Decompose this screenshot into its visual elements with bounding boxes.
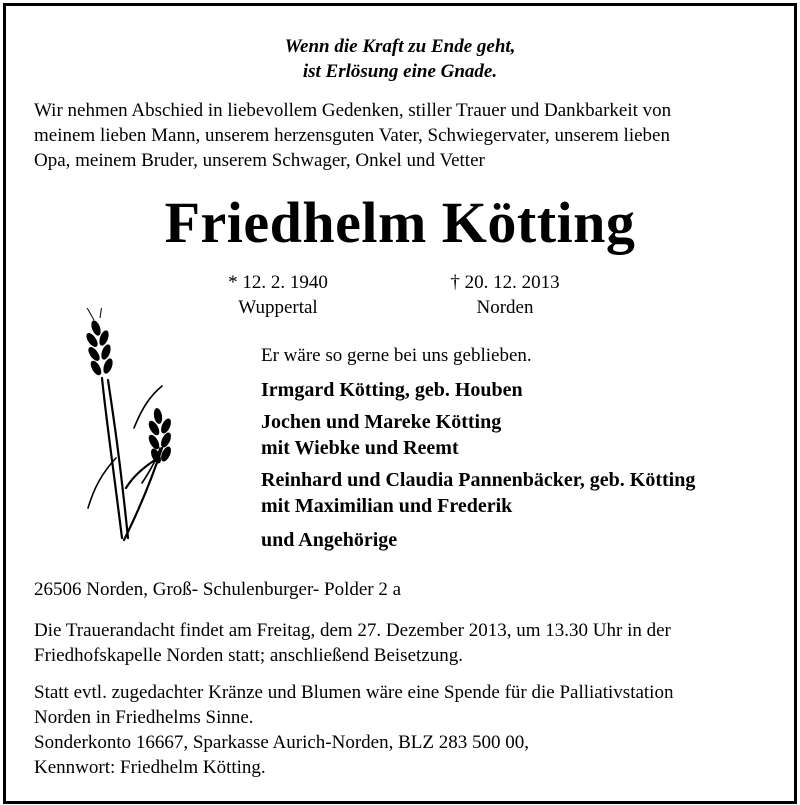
service-line: Friedhofskapelle Norden statt; anschließend Beisetzung.: [34, 645, 463, 666]
mourner-group: [261, 409, 781, 461]
birth-info: [218, 270, 338, 320]
mourners-list: [261, 377, 781, 559]
mourner-group: [261, 527, 781, 553]
death-place: Norden: [476, 297, 534, 318]
mourner-group: [261, 467, 781, 519]
mourner-line: und Angehörige: [261, 529, 398, 551]
service-line: Die Trauerandacht findet am Freitag, dem 27. Dezember 2013, um 13.30 Uhr in der: [34, 620, 671, 641]
deceased-name: Friedhelm Kötting: [164, 190, 636, 255]
intro-text: [34, 98, 779, 173]
donation-line: Sonderkonto 16667, Sparkasse Aurich-Norden, BLZ 283 500 00,: [34, 732, 529, 753]
donation-line: Statt evtl. zugedachter Kränze und Blumen wäre eine Spende für die Palliativstation: [34, 682, 674, 703]
motto-line-1: Wenn die Kraft zu Ende geht,: [284, 36, 516, 57]
mourner-line: mit Maximilian und Frederik: [261, 495, 513, 517]
donation-line: Kennwort: Friedhelm Kötting.: [34, 757, 266, 778]
donation-info: [34, 680, 779, 780]
death-date: † 20. 12. 2013: [450, 272, 560, 293]
mourner-line: Jochen und Mareke Kötting: [261, 411, 502, 433]
intro-line: meinem lieben Mann, unserem herzensguten Vater, Schwiegervater, unserem lieben: [34, 125, 670, 146]
service-info: [34, 618, 779, 668]
donation-line: Norden in Friedhelms Sinne.: [34, 707, 254, 728]
intro-line: Opa, meinem Bruder, unserem Schwager, Onkel und Vetter: [34, 150, 485, 171]
family-address: 26506 Norden, Groß- Schulenburger- Polder 2 a: [34, 579, 402, 600]
intro-line: Wir nehmen Abschied in liebevollem Gedenken, stiller Trauer und Dankbarkeit von: [34, 100, 672, 121]
mourner-line: mit Wiebke und Reemt: [261, 437, 459, 459]
mourner-group: [261, 377, 781, 403]
motto-line-2: ist Erlösung eine Gnade.: [302, 61, 498, 82]
wheat-icon: [72, 308, 192, 548]
memorial-quote: Er wäre so gerne bei uns geblieben.: [261, 345, 532, 366]
mourner-line: Irmgard Kötting, geb. Houben: [261, 379, 523, 401]
birth-date: * 12. 2. 1940: [228, 272, 328, 293]
death-info: [435, 270, 575, 320]
birth-place: Wuppertal: [238, 297, 318, 318]
mourner-line: Reinhard und Claudia Pannenbäcker, geb. Kötting: [261, 469, 696, 491]
